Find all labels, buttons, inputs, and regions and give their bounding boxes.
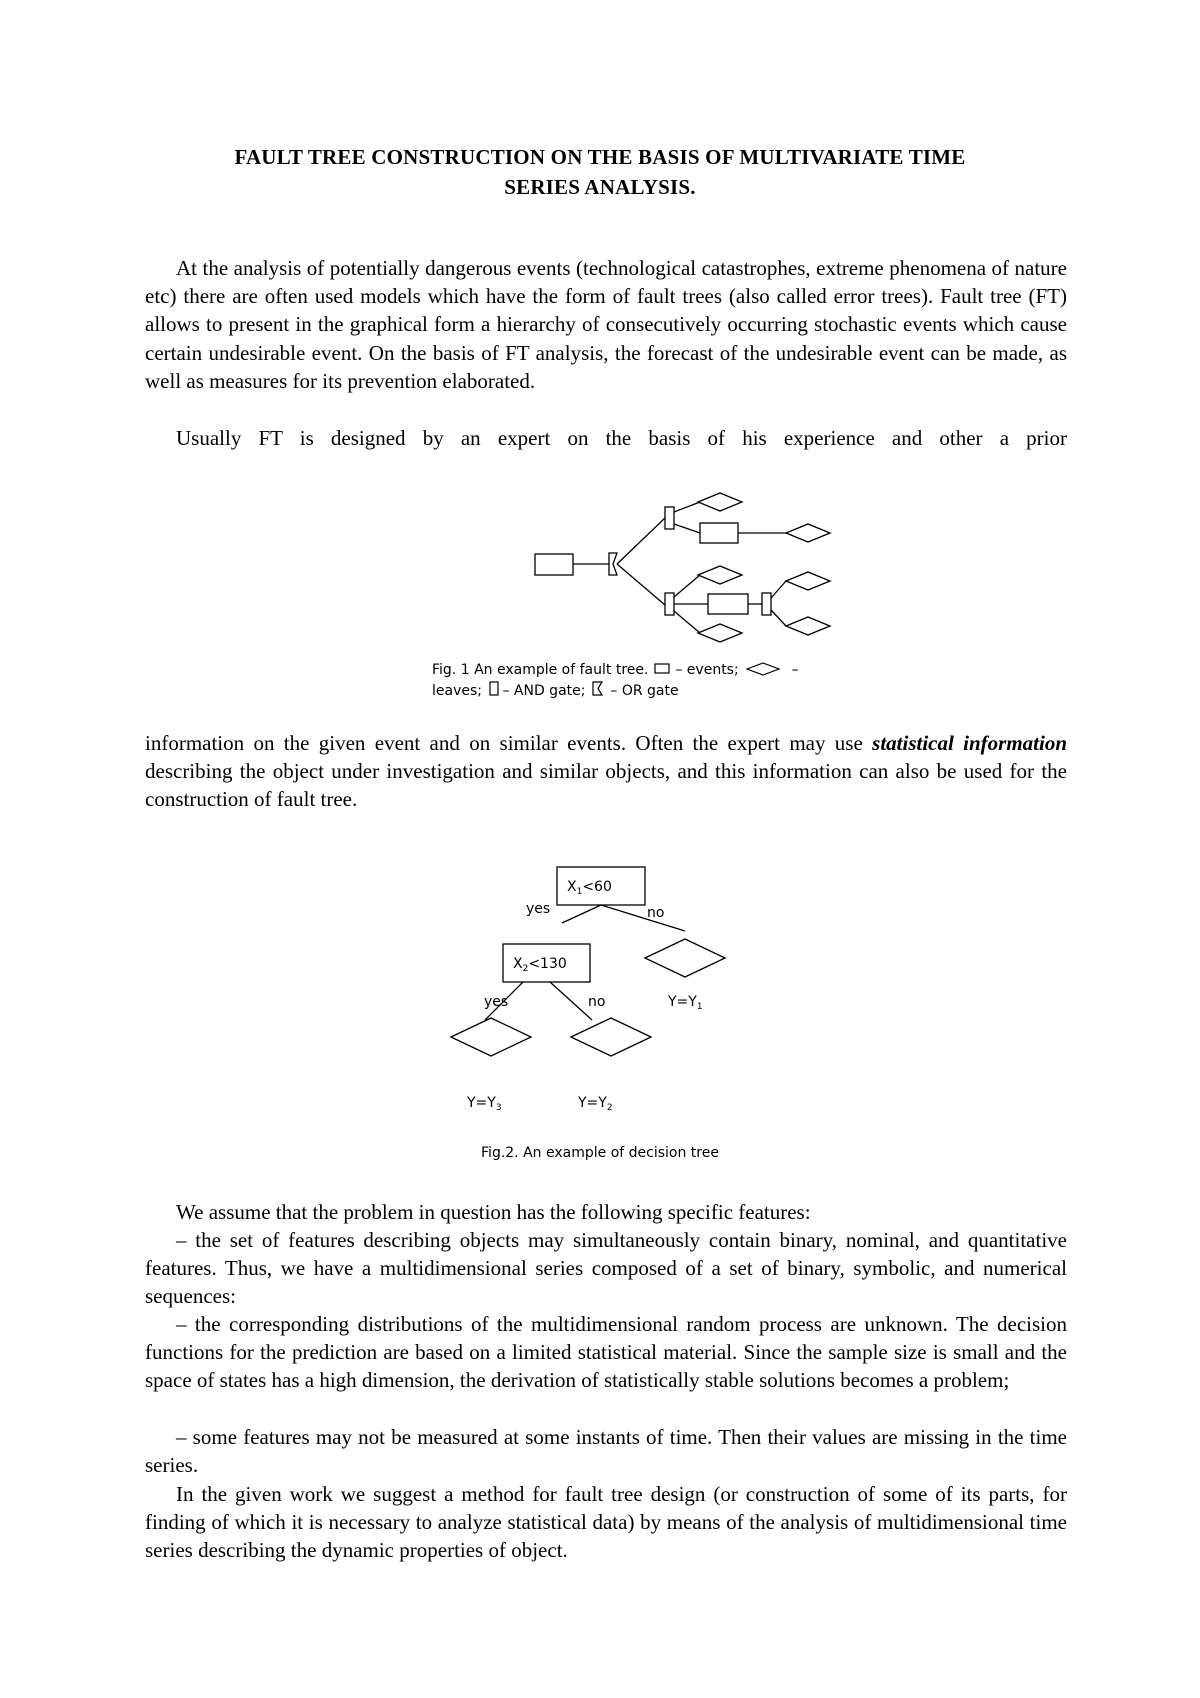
leaf-node-y1	[645, 939, 725, 977]
leaf-diamond-icon	[743, 662, 787, 676]
leaf-diamond	[786, 617, 830, 635]
top-event-box	[535, 554, 573, 575]
event-box-icon	[653, 662, 671, 676]
feature-item-3: – some features may not be measured at some instants of time. Then their values are missing in the time series.	[145, 1425, 1067, 1478]
figure-2-caption: Fig.2. An example of decision tree	[481, 1145, 719, 1161]
fault-tree-diagram	[520, 480, 860, 655]
fig1-leaves-label: leaves;	[432, 683, 482, 699]
feature-item-1: – the set of features describing objects may simultaneously contain binary, nominal, and quantitative features. Thus, we have a multidimensional series composed of a set of binary, symbolic, and numerical sequences:	[145, 1228, 1067, 1309]
or-gate-icon	[590, 681, 606, 697]
leaf-node-y3	[451, 1018, 531, 1056]
leaf-diamond	[698, 566, 742, 584]
leaf-diamond	[786, 524, 830, 542]
root-no-label: no	[647, 905, 665, 921]
root-node-label: $X_1<60$	[567, 879, 612, 897]
feature-item-2: – the corresponding distributions of the multidimensional random process are unknown. The decision functions for the prediction are based on a limited statistical material. Since the sample size is small and the space of states has a high dimension, the derivation of statistically stable solutions becomes a problem;	[145, 1312, 1067, 1393]
event-box	[708, 594, 748, 614]
statistical-information-emphasis: statistical information	[872, 731, 1068, 755]
and-gate-upper-icon	[665, 507, 674, 529]
child-no-label: no	[588, 994, 606, 1010]
child-yes-label: yes	[484, 994, 509, 1010]
figure-1-caption	[432, 660, 882, 702]
decision-tree-figure	[440, 860, 740, 1120]
intro-paragraph: At the analysis of potentially dangerous events (technological catastrophes, extreme phenomena of nature etc) there are often used models which have the form of fault trees (also called error trees). Fault tree (FT) allows to present in the graphical form a hierarchy of consecutively occurring stochastic events which cause certain undesirable event. On the basis of FT analysis, the forecast of the undesirable event can be made, as well as measures for its prevention elaborated.	[145, 256, 1067, 393]
method-paragraph: In the given work we suggest a method for fault tree design (or construction of some of its parts, for finding of which it is necessary to analyze statistical data) by means of the analysis of multidimensional time series describing the dynamic properties of object.	[145, 1482, 1067, 1563]
branch-down	[617, 564, 665, 605]
leaf-y1-label: $Y=Y_1$	[668, 994, 703, 1012]
fig1-or-label: – OR gate	[605, 683, 679, 699]
after-fig1-text-end: describing the object under investigation and similar objects, and this information can also be used for the construction of fault tree.	[145, 759, 1067, 812]
fault-tree-figure	[520, 480, 860, 655]
child-node-label: $X_2<130$	[513, 956, 567, 974]
event-box	[700, 523, 738, 543]
fig1-and-label: – AND gate;	[502, 683, 586, 699]
leaf-y2-label: $Y=Y_2$	[578, 1095, 613, 1113]
edge-child-no	[550, 982, 592, 1020]
fig1-events-label: – events;	[670, 662, 739, 678]
paper-title	[145, 142, 1055, 202]
or-gate-icon	[609, 553, 617, 575]
edge-root-yes	[562, 905, 601, 923]
decision-tree-diagram	[440, 860, 740, 1120]
leaf-diamond	[698, 624, 742, 642]
leaf-y3-label: $Y=Y_3$	[467, 1095, 502, 1113]
and-gate-right-icon	[762, 593, 771, 615]
fig1-caption-prefix: Fig. 1 An example of fault tree.	[432, 662, 649, 678]
leaf-node-y2	[571, 1018, 651, 1056]
statistical-info-paragraph	[145, 729, 1067, 814]
and-gate-lower-icon	[665, 593, 674, 615]
intro-paragraph-2: Usually FT is designed by an expert on the basis of his experience and other a prior	[176, 426, 1067, 450]
title-line-1: FAULT TREE CONSTRUCTION ON THE BASIS OF MULTIVARIATE TIME	[234, 145, 966, 169]
leaf-diamond	[698, 493, 742, 511]
root-yes-label: yes	[526, 901, 551, 917]
leaf-diamond	[786, 572, 830, 590]
features-intro: We assume that the problem in question has the following specific features:	[176, 1200, 811, 1224]
fig1-leaves-dash: –	[787, 662, 799, 678]
branch-up	[617, 518, 665, 564]
after-fig1-text-start: information on the given event and on similar events. Often the expert may use	[145, 731, 873, 755]
and-gate-icon	[486, 681, 502, 697]
edge-root-no	[601, 905, 685, 931]
title-line-2: SERIES ANALYSIS.	[504, 175, 696, 199]
